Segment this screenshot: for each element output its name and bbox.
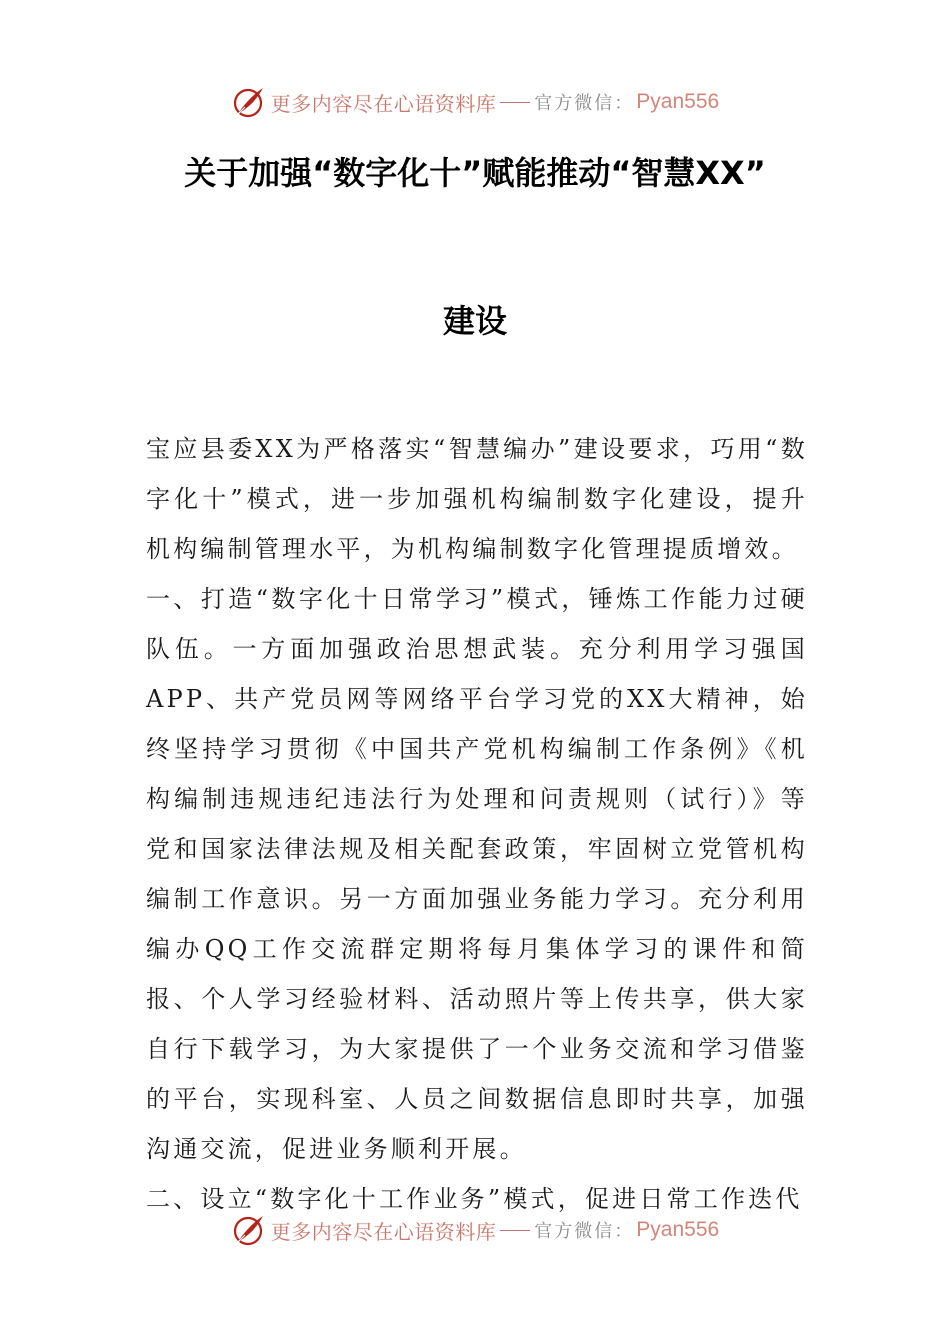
watermark-banner-bottom <box>0 1208 950 1252</box>
watermark-banner-top <box>0 80 950 124</box>
watermark-official-text: 官方微信： <box>534 1221 635 1242</box>
watermark-wechat-id: Pyan556 <box>636 90 720 113</box>
document-title-line2: 建设 <box>442 302 507 340</box>
document-body <box>146 424 808 1224</box>
watermark-dash <box>500 102 530 103</box>
paragraph-intro: 宝应县委XX为严格落实“智慧编办”建设要求，巧用“数字化十”模式，进一步加强机构编制数字化建设，提升机构编制管理水平，为机构编制数字化管理提质增效。 <box>146 435 808 563</box>
watermark-wechat-id: Pyan556 <box>636 1218 720 1241</box>
watermark-brand-text: 更多内容尽在心语资料库 <box>270 1219 497 1244</box>
document-title-line1: 关于加强“数字化十”赋能推动“智慧XX” <box>184 154 766 192</box>
paragraph-section-two: 二、设立“数字化十工作业务”模式，促进日常工作迭代 <box>146 1185 803 1213</box>
watermark-brand-text: 更多内容尽在心语资料库 <box>270 91 497 116</box>
quill-logo-icon <box>231 84 267 120</box>
quill-logo-icon <box>231 1212 267 1248</box>
watermark-dash <box>500 1230 530 1231</box>
paragraph-section-one: 一、打造“数字化十日常学习”模式，锤炼工作能力过硬队伍。一方面加强政治思想武装。充分利用学习强国APP、共产党员网等网络平台学习党的XX大精神，始终坚持学习贯彻《中国共产党机构编制工作条例》《机构编制违规违纪违法行为处理和问责规则（试行）》等党和国家法律法规及相关配套政策，牢固树立党管机构编制工作意识。另一方面加强业务能力学习。充分利用编办QQ工作交流群定期将每月集体学习的课件和简报、个人学习经验材料、活动照片等上传共享，供大家自行下载学习，为大家提供了一个业务交流和学习借鉴的平台，实现科室、人员之间数据信息即时共享，加强沟通交流，促进业务顺利开展。 <box>146 585 808 1163</box>
watermark-official-text: 官方微信： <box>534 93 635 114</box>
